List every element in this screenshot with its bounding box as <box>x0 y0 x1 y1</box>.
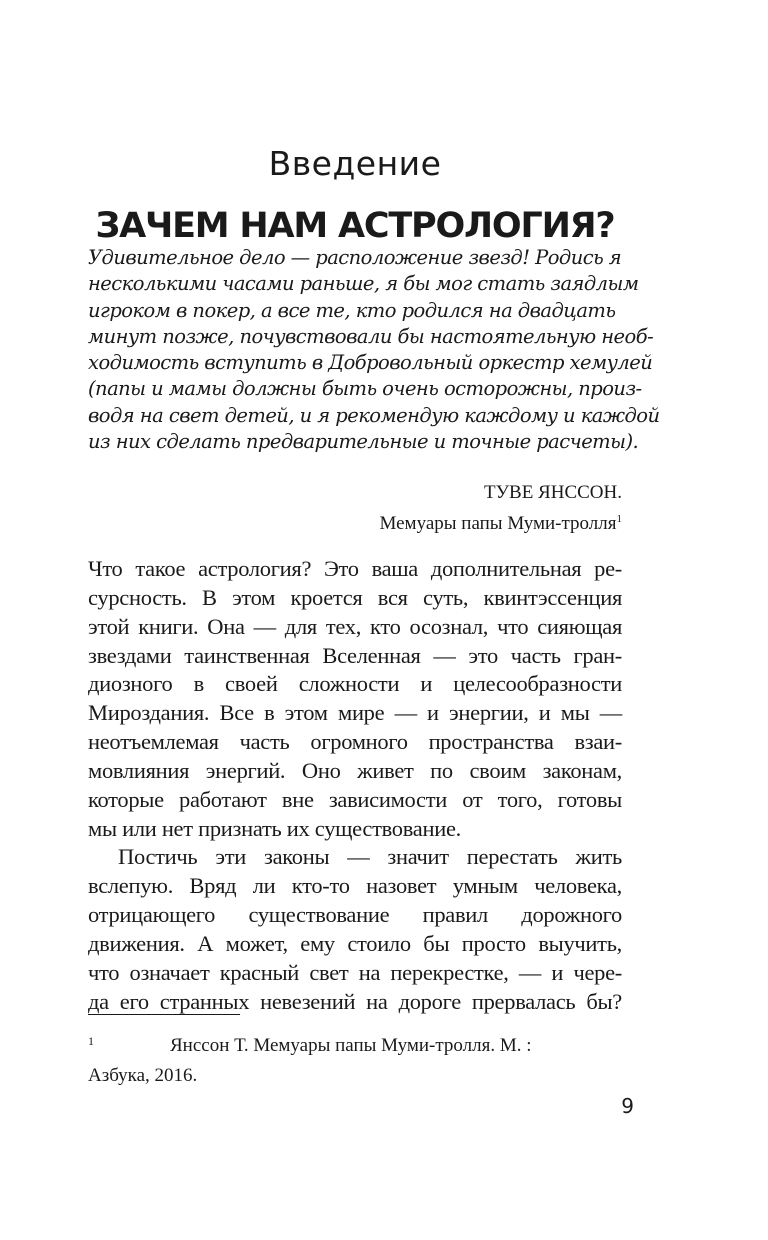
epigraph-author: ТУВЕ ЯНССОН. <box>483 482 622 503</box>
footnote-reference: 1 <box>616 513 622 526</box>
body-line: Что такое астрология? Это ваша дополнительная ре- <box>88 556 622 581</box>
epigraph <box>88 245 660 455</box>
footnote-divider <box>88 1014 240 1015</box>
epigraph-line: ходимость вступить в Добровольный оркестр хемулей <box>88 351 653 375</box>
chapter-title: ЗАЧЕМ НАМ АСТРОЛОГИЯ? <box>95 206 615 246</box>
body-line: да его странных невезений на дороге прервалась бы? <box>88 988 622 1014</box>
footnote-line <box>88 1026 622 1061</box>
body-line: что означает красный свет на перекрестке, — и чере- <box>88 959 622 985</box>
epigraph-source: Мемуары папы Муми-тролля <box>379 513 617 535</box>
body-line: мы или нет признать их существование. <box>88 815 461 841</box>
epigraph-line: Удивительное дело — расположение звезд! Родись я <box>88 246 622 269</box>
body-line: отрицающего существование правил дорожного <box>88 902 622 928</box>
chapter-label: Введение <box>268 144 442 183</box>
epigraph-attribution <box>88 480 622 538</box>
body-line: Постичь эти законы — значит перестать жить <box>118 844 622 870</box>
footnote-line: Азбука, 2016. <box>88 1065 198 1086</box>
epigraph-line: водя на свет детей, и я рекомендую каждому и каждой <box>88 403 660 427</box>
body-line: сурсность. В этом кроется вся суть, квинтэссенция <box>88 584 622 610</box>
body-line: неотъемлемая часть огромного пространства взаи- <box>88 729 622 755</box>
body-line: мовлияния энергий. Оно живет по своим законам, <box>88 757 622 783</box>
epigraph-line: несколькими часами раньше, я бы мог стать заядлым <box>88 272 639 296</box>
footnote-mark: 1 <box>88 1034 94 1048</box>
epigraph-line: из них сделать предварительные и точные расчеты). <box>88 430 639 454</box>
footnote-text: Янссон Т. Мемуары папы Муми-тролля. М. : <box>170 1035 532 1056</box>
epigraph-line: игроком в покер, а все те, кто родился на двадцать <box>88 298 616 322</box>
body-text <box>88 555 622 1017</box>
body-line: диозного в своей сложности и целесообразности <box>88 671 622 697</box>
body-line: звездами таинственная Вселенная — это часть гран- <box>88 642 622 668</box>
epigraph-line: минут позже, почувствовали бы настоятельную необ- <box>88 324 654 348</box>
body-line: которые работают вне зависимости от того, готовы <box>88 786 622 812</box>
body-line: вслепую. Вряд ли кто-то назовет умным человека, <box>88 873 622 899</box>
body-line: движения. А может, ему стоило бы просто выучить, <box>88 930 622 956</box>
footnote <box>88 1026 622 1091</box>
epigraph-line: (папы и мамы должны быть очень осторожны, произ- <box>88 377 642 401</box>
body-line: этой книги. Она — для тех, кто осознал, что сияющая <box>88 613 622 639</box>
book-page <box>88 0 660 1240</box>
page-number: 9 <box>621 1094 634 1118</box>
body-line: Мироздания. Все в этом мире — и энергии, и мы — <box>88 700 622 726</box>
epigraph-source-line <box>88 506 622 537</box>
